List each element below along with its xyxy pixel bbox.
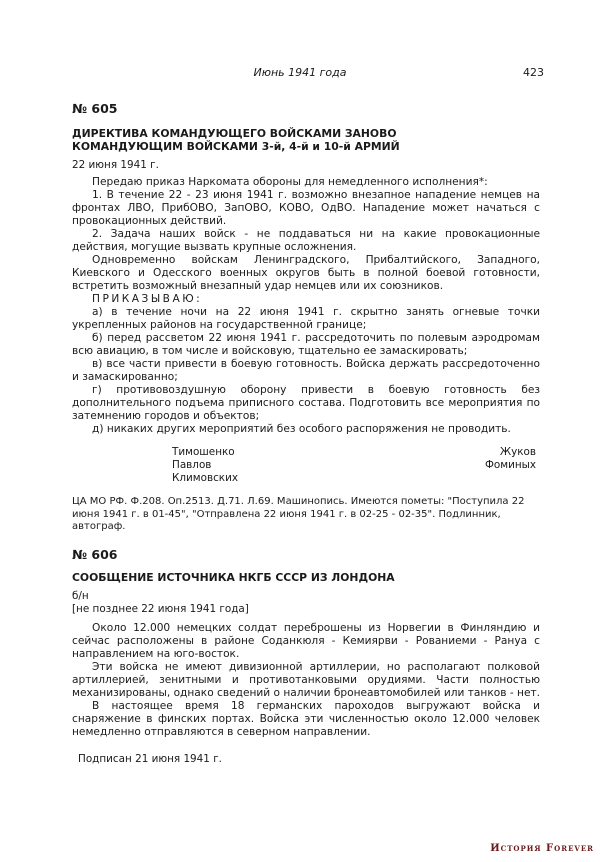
doc606-title: СООБЩЕНИЕ ИСТОЧНИКА НКГБ СССР ИЗ ЛОНДОНА xyxy=(72,570,395,584)
page-number: 423 xyxy=(523,66,544,79)
signature-block xyxy=(72,446,540,486)
doc605-title xyxy=(72,127,540,153)
signature-zhukov: Жуков xyxy=(499,446,536,458)
doc605-paragraph: Передаю приказ Наркомата обороны для немедленного исполнения*: xyxy=(92,176,488,188)
doc605-paragraph: 2. Задача наших войск - не поддаваться ни на какие провокационные действия, могущие вызвать крупные осложнения. xyxy=(72,228,540,253)
doc605-paragraph: 1. В течение 22 - 23 июня 1941 г. возможно внезапное нападение немцев на фронтах ЛВО, ПрибОВО, ЗапОВО, КОВО, ОдВО. Нападение может начаться с провокационных действий. xyxy=(72,189,540,227)
site-watermark: История Forever xyxy=(490,843,594,854)
doc605-title-line2: КОМАНДУЮЩИМ ВОЙСКАМИ 3-й, 4-й и 10-й АРМИЙ xyxy=(72,140,400,153)
doc605-title-line1: ДИРЕКТИВА КОМАНДУЮЩЕГО ВОЙСКАМИ ЗАНОВО xyxy=(72,127,397,140)
doc606-marker: б/н xyxy=(72,589,89,602)
order-item: б) перед рассветом 22 июня 1941 г. рассредоточить по полевым аэродромам всю авиацию, в том числе и войсковую, тщательно ее замаскировать; xyxy=(72,332,540,357)
order-item: а) в течение ночи на 22 июня 1941 г. скрытно занять огневые точки укрепленных районов на государственной границе; xyxy=(72,306,540,331)
order-item: д) никаких других мероприятий без особого распоряжения не проводить. xyxy=(92,423,511,435)
page-content xyxy=(72,96,540,766)
order-item: г) противовоздушную оборону привести в боевую готовность без дополнительного подъема приписного состава. Подготовить все мероприятия по затемнению городов и объектов; xyxy=(72,384,540,422)
order-word: ПРИКАЗЫВАЮ: xyxy=(92,293,203,305)
doc606-paragraph: Около 12.000 немецких солдат переброшены из Норвегии в Финляндию и сейчас расположены в районе Соданкюля - Кемиярви - Рованиеми - Рануа с направлением на юго-восток. xyxy=(72,621,540,660)
doc606-paragraph: Эти войска не имеют дивизионной артиллерии, но располагают полковой артиллерией, зенитными и противотанковыми орудиями. Части полностью механизированы, однако сведений о наличии бронеавтомобилей или танков - нет. xyxy=(72,660,541,699)
signature-klimovskikh: Климовских xyxy=(172,472,238,484)
doc606-number: № 606 xyxy=(72,546,118,562)
doc606-signed: Подписан 21 июня 1941 г. xyxy=(78,752,222,765)
doc605-date: 22 июня 1941 г. xyxy=(72,159,159,171)
archive-source: ЦА МО РФ. Ф.208. Оп.2513. Д.71. Л.69. Машинопись. Имеются пометы: "Поступила 22 июня 1941 г. в 01-45", "Отправлена 22 июня 1941 г. в 02-25 - 02-35". Подлинник, автограф. xyxy=(72,496,525,532)
doc605-number: № 605 xyxy=(72,101,118,116)
doc605-paragraph: Одновременно войскам Ленинградского, Прибалтийского, Западного, Киевского и Одесского военных округов быть в полной боевой готовности, встретить возможный внезапный удар немцев или их союзников. xyxy=(72,254,540,292)
doc606-date-note: [не позднее 22 июня 1941 года] xyxy=(72,602,249,615)
doc606-paragraph: В настоящее время 18 германских пароходов выгружают войска и снаряжение в финских портах. Войска эти численностью около 12.000 человек немедленно отправляются в северном направлении. xyxy=(72,699,540,738)
signature-timoshenko: Тимошенко xyxy=(172,446,235,458)
running-title: Июнь 1941 года xyxy=(253,66,347,79)
order-item: в) все части привести в боевую готовность. Войска держать рассредоточенно и замаскированно; xyxy=(72,358,540,383)
signature-pavlov: Павлов xyxy=(172,459,212,471)
signature-fominykh: Фоминых xyxy=(484,459,536,471)
